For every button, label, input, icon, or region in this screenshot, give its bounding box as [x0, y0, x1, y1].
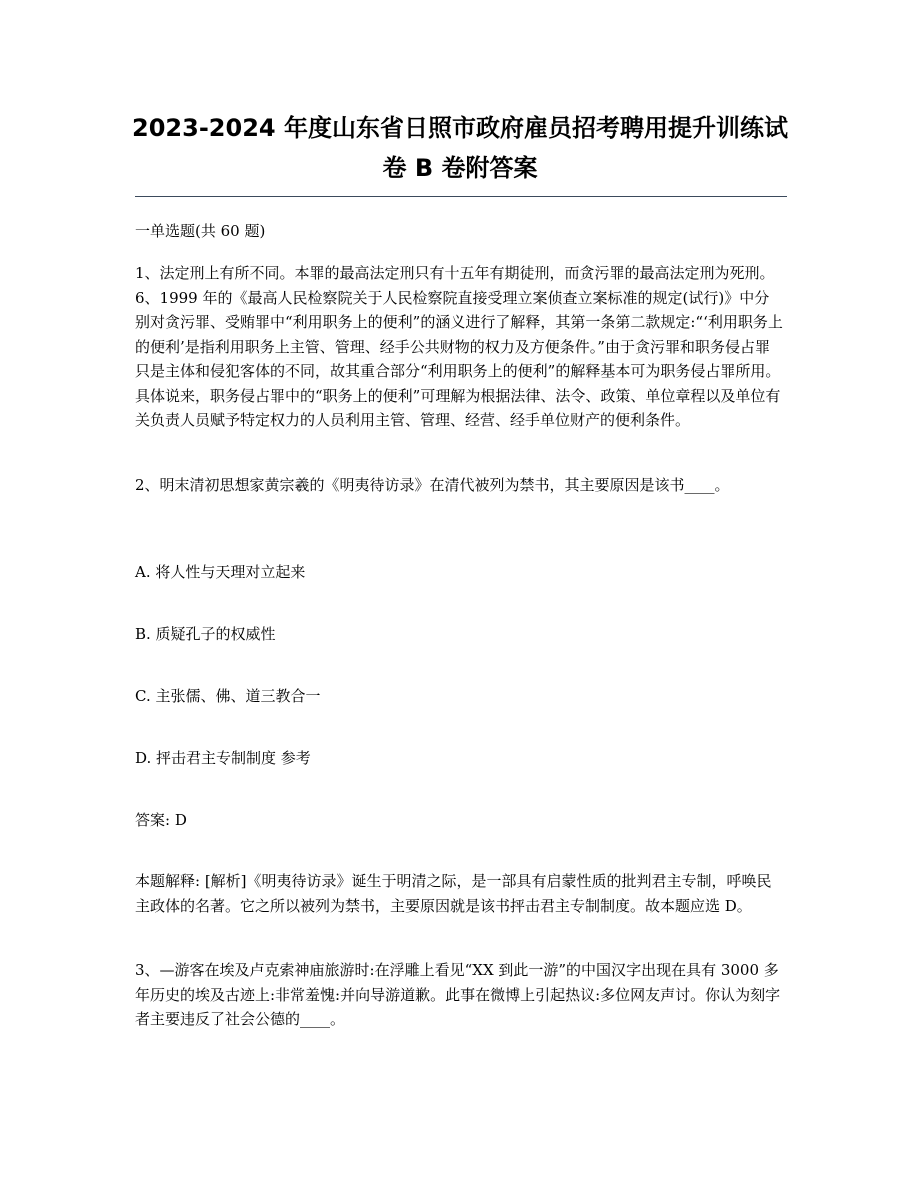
question-2-option-c: C. 主张儒、佛、道三教合一 [135, 687, 321, 705]
title-divider [135, 196, 787, 197]
question-2-answer: 答案: D [135, 811, 187, 829]
question-2-option-d: D. 抨击君主专制制度 参考 [135, 749, 311, 767]
title-line-1: 2023-2024 年度山东省日照市政府雇员招考聘用提升训练试 [132, 114, 788, 142]
question-2-explanation: 本题解释: [解析]《明夷待访录》诞生于明清之际，是一部具有启蒙性质的批判君主专制，呼唤民主政体的名著。它之所以被列为禁书，主要原因就是该书抨击君主专制制度。故本题应选 D。 [135, 872, 772, 915]
title-line-2: 卷 B 卷附答案 [382, 154, 538, 182]
question-3-text: 3、—游客在埃及卢克索神庙旅游时:在浮雕上看见“XX 到此一游”的中国汉字出现在具有 3000 多年历史的埃及古迹上:非常羞愧:并向导游道歉。此事在微博上引起热议:多位网友声讨。你认为刻字者主要违反了社会公德的____。 [135, 961, 781, 1028]
question-2-text: 2、明末清初思想家黄宗羲的《明夷待访录》在清代被列为禁书，其主要原因是该书____。 [135, 476, 730, 494]
document-title [120, 108, 800, 188]
question-2-option-a: A. 将人性与天理对立起来 [135, 563, 306, 581]
question-1-text: 1、法定刑上有所不同。本罪的最高法定刑只有十五年有期徒刑，而贪污罪的最高法定刑为死刑。 6、1999 年的《最高人民检察院关于人民检察院直接受理立案侦查立案标准的规定(试行)》中分别对贪污罪、受贿罪中“利用职务上的便利”的涵义进行了解释，其第一条第二款规定:“‘利用职务上的便利’是指利用职务上主管、管理、经手公共财物的权力及方便条件。”由于贪污罪和职务侵占罪只是主体和侵犯客体的不同，故其重合部分“利用职务上的便利”的解释基本可为职务侵占罪所用。具体说来，职务侵占罪中的“职务上的便利”可理解为根据法律、法令、政策、单位章程以及单位有关负责人员赋予特定权力的人员利用主管、管理、经营、经手单位财产的便利条件。 [135, 264, 783, 429]
section-header: 一单选题(共 60 题) [135, 222, 266, 240]
question-2-option-b: B. 质疑孔子的权威性 [135, 625, 276, 643]
